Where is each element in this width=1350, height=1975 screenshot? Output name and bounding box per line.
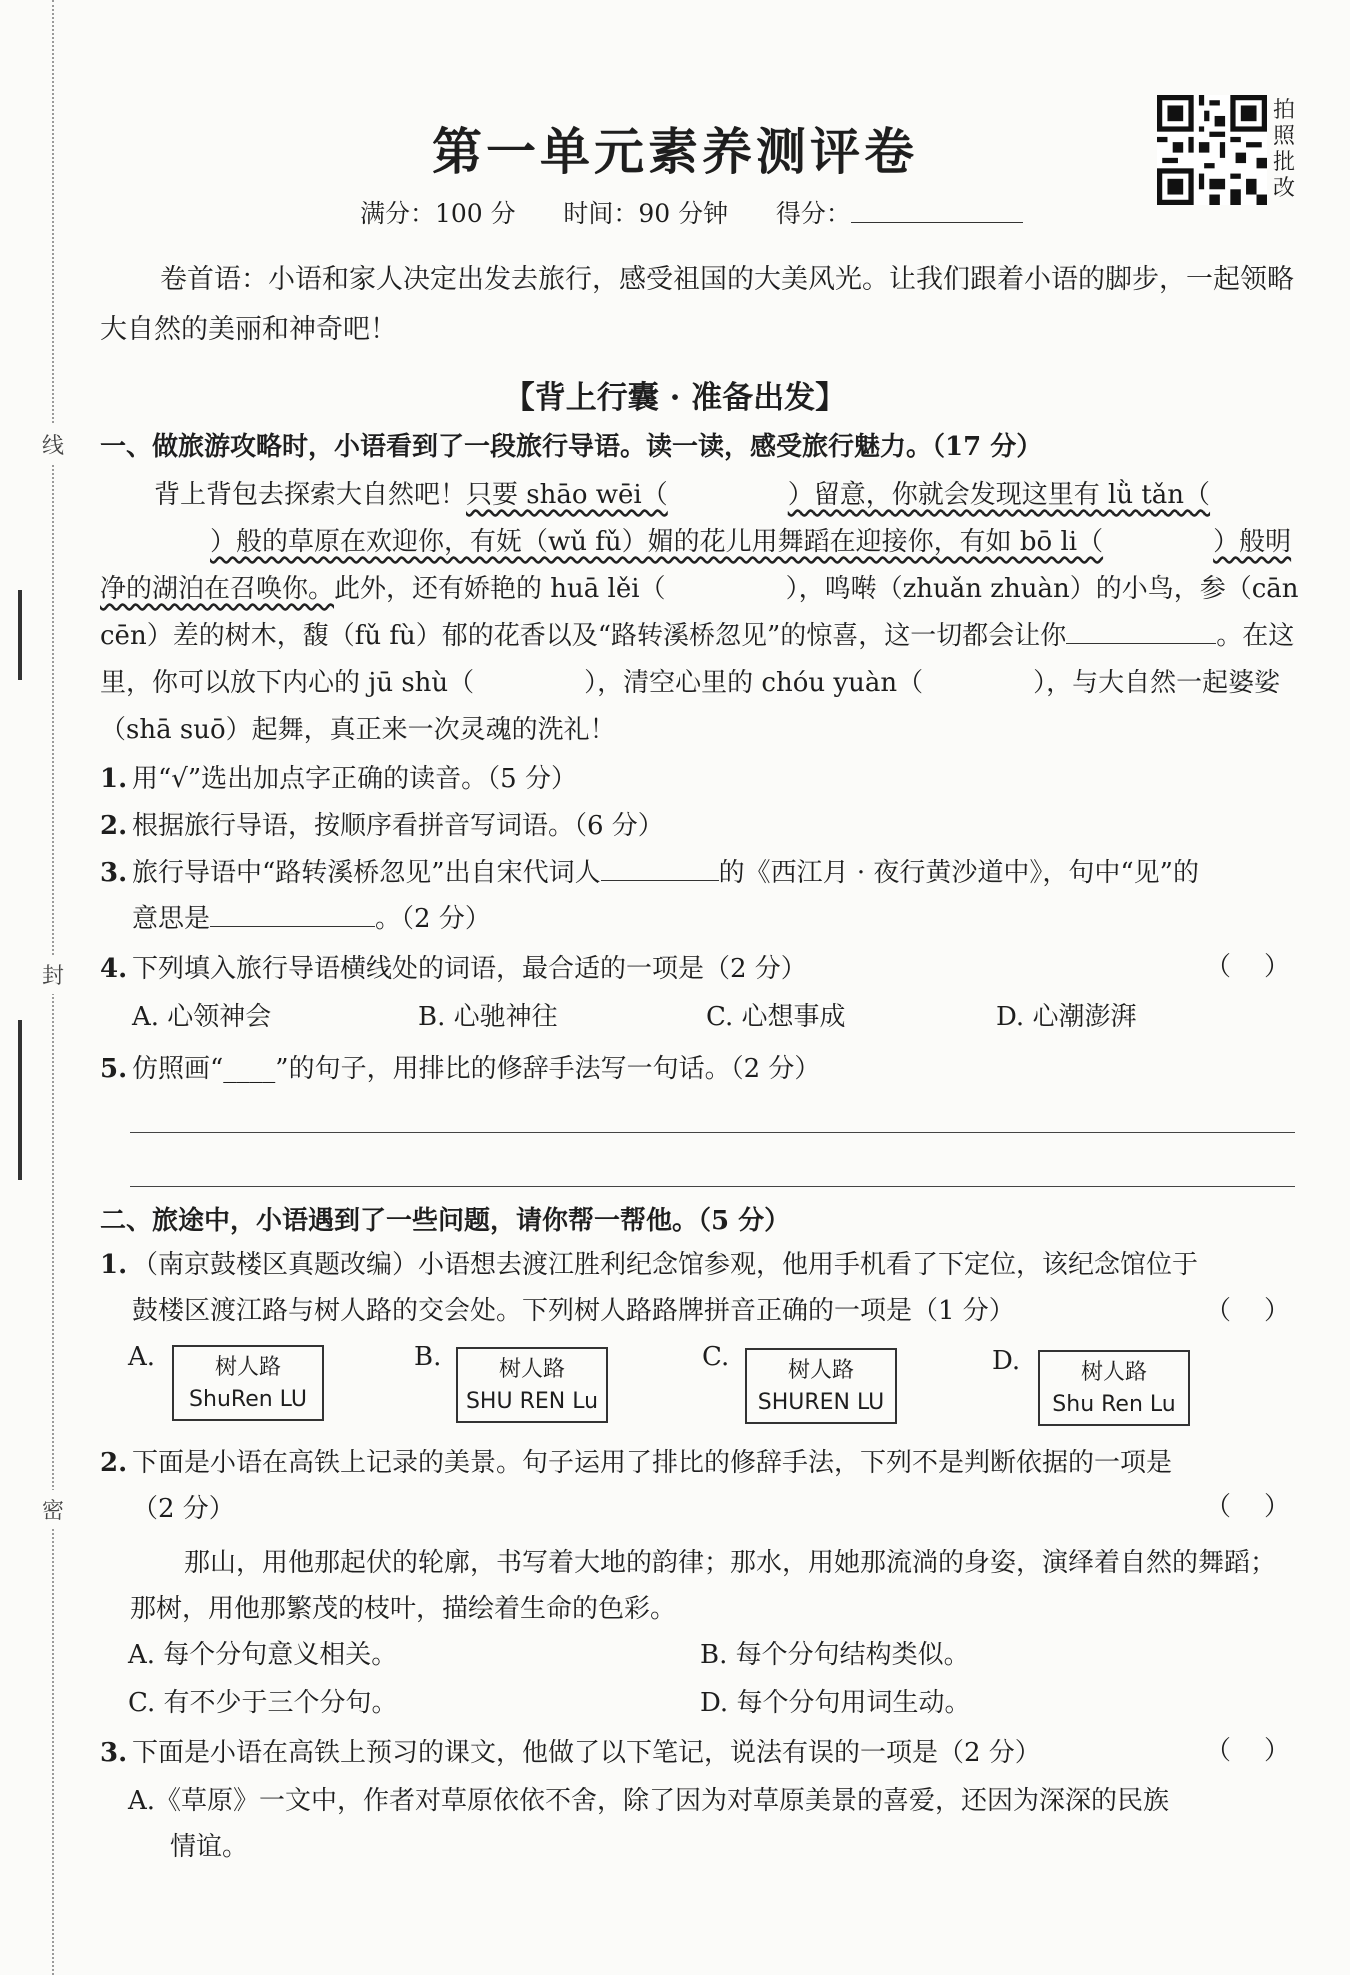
blank-meaning[interactable] <box>210 900 375 927</box>
p1-q4-option-d[interactable]: D. 心潮澎湃 <box>996 1002 1137 1032</box>
full-score: 满分：100 分 <box>360 199 516 228</box>
blank-chouyuan[interactable] <box>923 665 1033 691</box>
part2-heading: 二、旅途中，小语遇到了一些问题，请你帮一帮他。（5 分） <box>100 1206 791 1236</box>
p1-question-2: 2. 根据旅行导语，按顺序看拼音写词语。（6 分） <box>100 811 664 841</box>
binding-mark <box>18 1020 22 1180</box>
time-limit: 时间：90 分钟 <box>563 199 729 228</box>
p1-question-1: 1. 用“√”选出加点字正确的读音。（5 分） <box>100 764 577 794</box>
p2-q2-option-b[interactable]: B. 每个分句结构类似。 <box>700 1640 970 1670</box>
p1-q4-option-a[interactable]: A. 心领神会 <box>132 1002 272 1032</box>
answer-paren[interactable]: （ ） <box>1204 952 1290 982</box>
margin-label-line: 线 <box>40 425 66 464</box>
score-label: 得分： <box>775 199 851 228</box>
qr-caption: 拍照批改 <box>1272 98 1295 201</box>
p2-q3-option-a[interactable]: A.《草原》一文中，作者对草原依依不舍，除了因为对草原美景的喜爱，还因为深深的民族 情谊。 <box>128 1786 1170 1862</box>
p1-question-4: 4. 下列填入旅行导语横线处的词语，最合适的一项是（2 分） <box>100 954 807 984</box>
margin-label-seal: 封 <box>40 955 66 994</box>
blank-idiom[interactable] <box>1066 617 1216 644</box>
answer-paren[interactable]: （ ） <box>1204 1492 1290 1522</box>
p1-question-3: 3. 旅行导语中“路转溪桥忽见”出自宋代词人 的《西江月 · 夜行黄沙道中》，句中“见”的 意思是 。（2 分） <box>100 850 1300 942</box>
travel-passage: 背上背包去探索大自然吧！只要 shāo wēi（ ）留意，你就会发现这里有 lǜ tǎn（）般的草原在欢迎你，有妩（wǔ fǔ）媚的花儿用舞蹈在迎接你，有如 bō li（ ）般明净的湖泊在召唤你。此外，还有娇艳的 huā lěi（ ），鸣啭（zhuǎn zhuàn）的小鸟，参（cān cēn）差的树木，馥（fǔ fù）郁的花香以及“路转溪桥忽见”的惊喜，这一切都会让你 。在这里，你可以放下内心的 jū shù（ ），清空心里的 chóu yuàn（ ），与大自然一起婆娑（shā suō）起舞，真正来一次灵魂的洗礼！ <box>100 472 1300 754</box>
road-sign-a[interactable]: 树人路 ShuRen LU <box>172 1345 324 1421</box>
p2-question-3: 3. 下面是小语在高铁上预习的课文，他做了以下笔记，说法有误的一项是（2 分） <box>100 1738 1041 1768</box>
p2-q2-option-d[interactable]: D. 每个分句用词生动。 <box>700 1688 971 1718</box>
answer-paren[interactable]: （ ） <box>1204 1736 1290 1766</box>
answer-paren[interactable]: （ ） <box>1204 1296 1290 1326</box>
section-title: 【背上行囊 · 准备出发】 <box>503 380 847 416</box>
p1-q4-option-c[interactable]: C. 心想事成 <box>706 1002 846 1032</box>
blank-jushu[interactable] <box>474 665 584 691</box>
p2-q2-option-c[interactable]: C. 有不少于三个分句。 <box>128 1688 398 1718</box>
road-sign-b[interactable]: 树人路 SHU REN Lu <box>456 1347 608 1423</box>
p2-question-2: 2. 下面是小语在高铁上记录的美景。句子运用了排比的修辞手法，下列不是判断依据的一项是 （2 分） <box>100 1448 1173 1524</box>
exam-meta <box>360 194 1023 230</box>
blank-shaowei[interactable] <box>668 477 788 503</box>
part1-heading: 一、做旅游攻略时，小语看到了一段旅行导语。读一读，感受旅行魅力。（17 分） <box>100 432 1043 462</box>
p2-q2-option-a[interactable]: A. 每个分句意义相关。 <box>128 1640 398 1670</box>
blank-poet[interactable] <box>601 854 719 881</box>
intro-text: 卷首语：小语和家人决定出发去旅行，感受祖国的大美风光。让我们跟着小语的脚步，一起领略大自然的美丽和神奇吧！ <box>100 264 1294 345</box>
blank-hualei[interactable] <box>666 571 786 597</box>
qr-code-icon[interactable] <box>1157 95 1267 205</box>
q2-passage: 那山，用他那起伏的轮廓，书写着大地的韵律；那水，用她那流淌的身姿，演绎着自然的舞蹈；那树，用他那繁茂的枝叶，描绘着生命的色彩。 <box>130 1548 1277 1624</box>
sign-b-label: B. <box>414 1342 442 1372</box>
sign-d-label: D. <box>992 1346 1021 1376</box>
blank-boli[interactable] <box>1103 524 1213 550</box>
score-field[interactable] <box>851 194 1023 223</box>
p2-question-1: 1. （南京鼓楼区真题改编）小语想去渡江胜利纪念馆参观，他用手机看了下定位，该纪念馆位于 鼓楼区渡江路与树人路的交会处。下列树人路路牌拼音正确的一项是（1 分） <box>100 1250 1199 1326</box>
binding-mark <box>18 590 22 680</box>
p1-question-5: 5. 仿照画“____”的句子，用排比的修辞手法写一句话。（2 分） <box>100 1054 821 1084</box>
answer-line[interactable] <box>130 1132 1295 1133</box>
p1-q4-option-b[interactable]: B. 心驰神往 <box>418 1002 558 1032</box>
answer-line[interactable] <box>130 1186 1295 1187</box>
margin-label-sealed: 密 <box>40 1490 66 1529</box>
sign-c-label: C. <box>702 1342 730 1372</box>
road-sign-d[interactable]: 树人路 Shu Ren Lu <box>1038 1350 1190 1426</box>
page-title: 第一单元素养测评卷 <box>432 122 918 181</box>
blank-lvtan[interactable] <box>100 524 210 550</box>
underlined-sentence: 只要 shāo wēi（ ）留意，你就会发现这里有 lǜ tǎn（）般的草原在欢迎你，有妩（wǔ fǔ）媚的花儿用舞蹈在迎接你，有如 bō li（ ）般明净的湖泊在召唤你。 <box>100 480 1291 604</box>
sign-a-label: A. <box>128 1342 156 1372</box>
road-sign-c[interactable]: 树人路 SHUREN LU <box>745 1348 897 1424</box>
